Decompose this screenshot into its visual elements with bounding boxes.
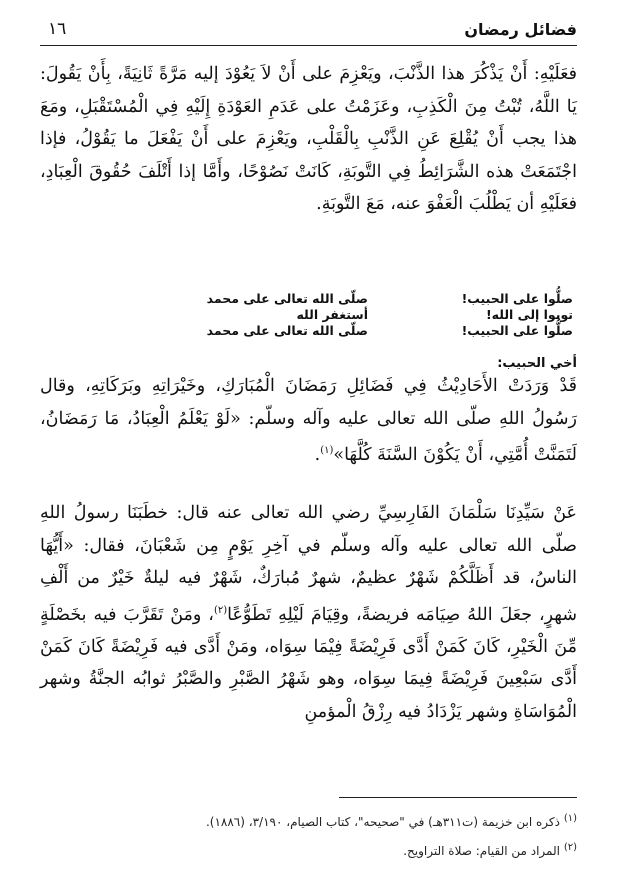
page-number: ١٦ (48, 19, 67, 39)
footnote (40, 806, 577, 835)
hadith-text-part2: ، ومَنْ تَقَرَّبَ فيه بخَصْلَةٍ مِّنَ الْخَيْرِ، كَانَ كَمَنْ أَدَّى فَرِيْضَةً فِيْمَا سِوَاه، ومَنْ أَدَّى فيه فَرِيْضَةً كَانَ كَمَنْ أَدَّى سَبْعِينَ فَرِيْضَةً فِيمَا سِوَاه، وهو شَهْرُ الصَّبْرِ والصَّبْرُ ثوابُه الجنَّةُ وشهر الْمُوَاسَاةِ وشهر يَزْدَادُ فيه رِزْقُ الْمؤمنِ (40, 604, 577, 722)
salutation-response: أستغفر الله (296, 307, 368, 322)
salutation-row (143, 307, 573, 323)
salutation-call: صلُّوا على الحبيب! (461, 291, 573, 306)
salutation-row (143, 323, 573, 339)
hadith-text-part1: عَنْ سَيِّدِنَا سَلْمَانَ الفَارِسِيِّ رضي الله تعالى عنه قال: خطَبَنَا رسولُ اللهِ صلّى الله تعالى عليه وآله وسلّم في آخِرِ يَوْمٍ مِن شَعْبَانَ، فقال: «أَيُّهَا الناسُ، قد أَظَلَّكُمْ شَهْرٌ عظيمٌ، شهرٌ مُبارَكٌ، شَهْرٌ فيه ليلةٌ خَيْرٌ من أَلْفِ شهرٍ، جعَلَ اللهُ صِيَامَه فريضةً، وقِيَامَ لَيْلِهِ تَطَوُّعًا (40, 503, 577, 625)
footnote-number: (١) (563, 813, 577, 824)
running-title: فضائل رمضان (464, 20, 577, 39)
footnote-text: ذكره ابن خزيمة (ت٣١١هـ) في "صحيحه"، كتاب الصيام، ٣/١٩٠، (١٨٨٦). (205, 815, 560, 829)
hadith-text: قَدْ وَرَدَتْ الأَحَادِيْثُ فِي فَضَائِلِ رَمَضَانَ الْمُبَارَكِ، وخَيْرَاتِهِ وبَرَكَاتِهِ، وقال رَسُولُ اللهِ صلّى الله تعالى عليه وآله وسلّم: «لَوْ يَعْلَمُ الْعِبَادُ، مَا رَمَضَانُ، لَتَمَنَّتْ أُمَّتِي، أَنْ يَكُوْنَ السَّنَةَ كُلَّهَا» (40, 376, 577, 465)
footnotes (40, 806, 577, 864)
salutation-row (143, 291, 573, 307)
salutation-block (143, 291, 573, 339)
header-divider (40, 45, 577, 46)
salman-hadith-paragraph (40, 497, 577, 728)
salutation-call: صلُّوا على الحبيب! (461, 323, 573, 338)
footnote-ref[interactable]: (٢) (213, 604, 228, 616)
footnote-ref[interactable]: (١) (320, 445, 334, 456)
repentance-paragraph: فعَلَيْهِ: أَنْ يَذْكُرَ هذا الذَّنْبَ، ويَعْزِمَ على أَنْ لاَ يَعُوْدَ إليه مَرَّةً ثَانِيَةً، بِأَنْ يَقُولَ: يَا اللَّهُ، تُبْتُ مِنَ الْكَذِبِ، وعَزَمْتُ على عَدَمِ العَوْدَةِ إِلَيْهِ فِي الْمُسْتَقْبَلِ، ومَعَ هذا يجب أَنْ يُقْلِعَ عَنِ الذَّنْبِ بِالْقَلْبِ، ويَعْزِمَ على أَنْ يَفْعَلَ ما يَقُوْلُ، فإذا اجْتَمَعَتْ هذه الشَّرَائِطُ فِي التَّوبَةِ، كَانَتْ نَصُوْحًا، وأَمَّا إذا أَتْلَفَ حُقُوقَ الْعِبَادِ، فعَلَيْهِ أن يَطْلُبَ الْعَفْوَ عنه، مَعَ التَّوبَةِ. (40, 64, 577, 214)
sentence-end: . (314, 444, 321, 465)
footnote (40, 835, 577, 864)
salutation-response: صلّى الله تعالى على محمد (206, 323, 368, 338)
footnote-number: (٢) (563, 842, 577, 853)
section-heading: أخي الحبيب: (497, 356, 577, 371)
page-header (40, 18, 577, 46)
footnote-text: المراد من القيام: صلاة التراويح. (403, 844, 560, 858)
hadith-paragraph (40, 370, 577, 471)
footnote-divider (339, 797, 577, 798)
salutation-call: توبوا إلى الله! (485, 307, 573, 322)
salutation-response: صلّى الله تعالى على محمد (206, 291, 368, 306)
